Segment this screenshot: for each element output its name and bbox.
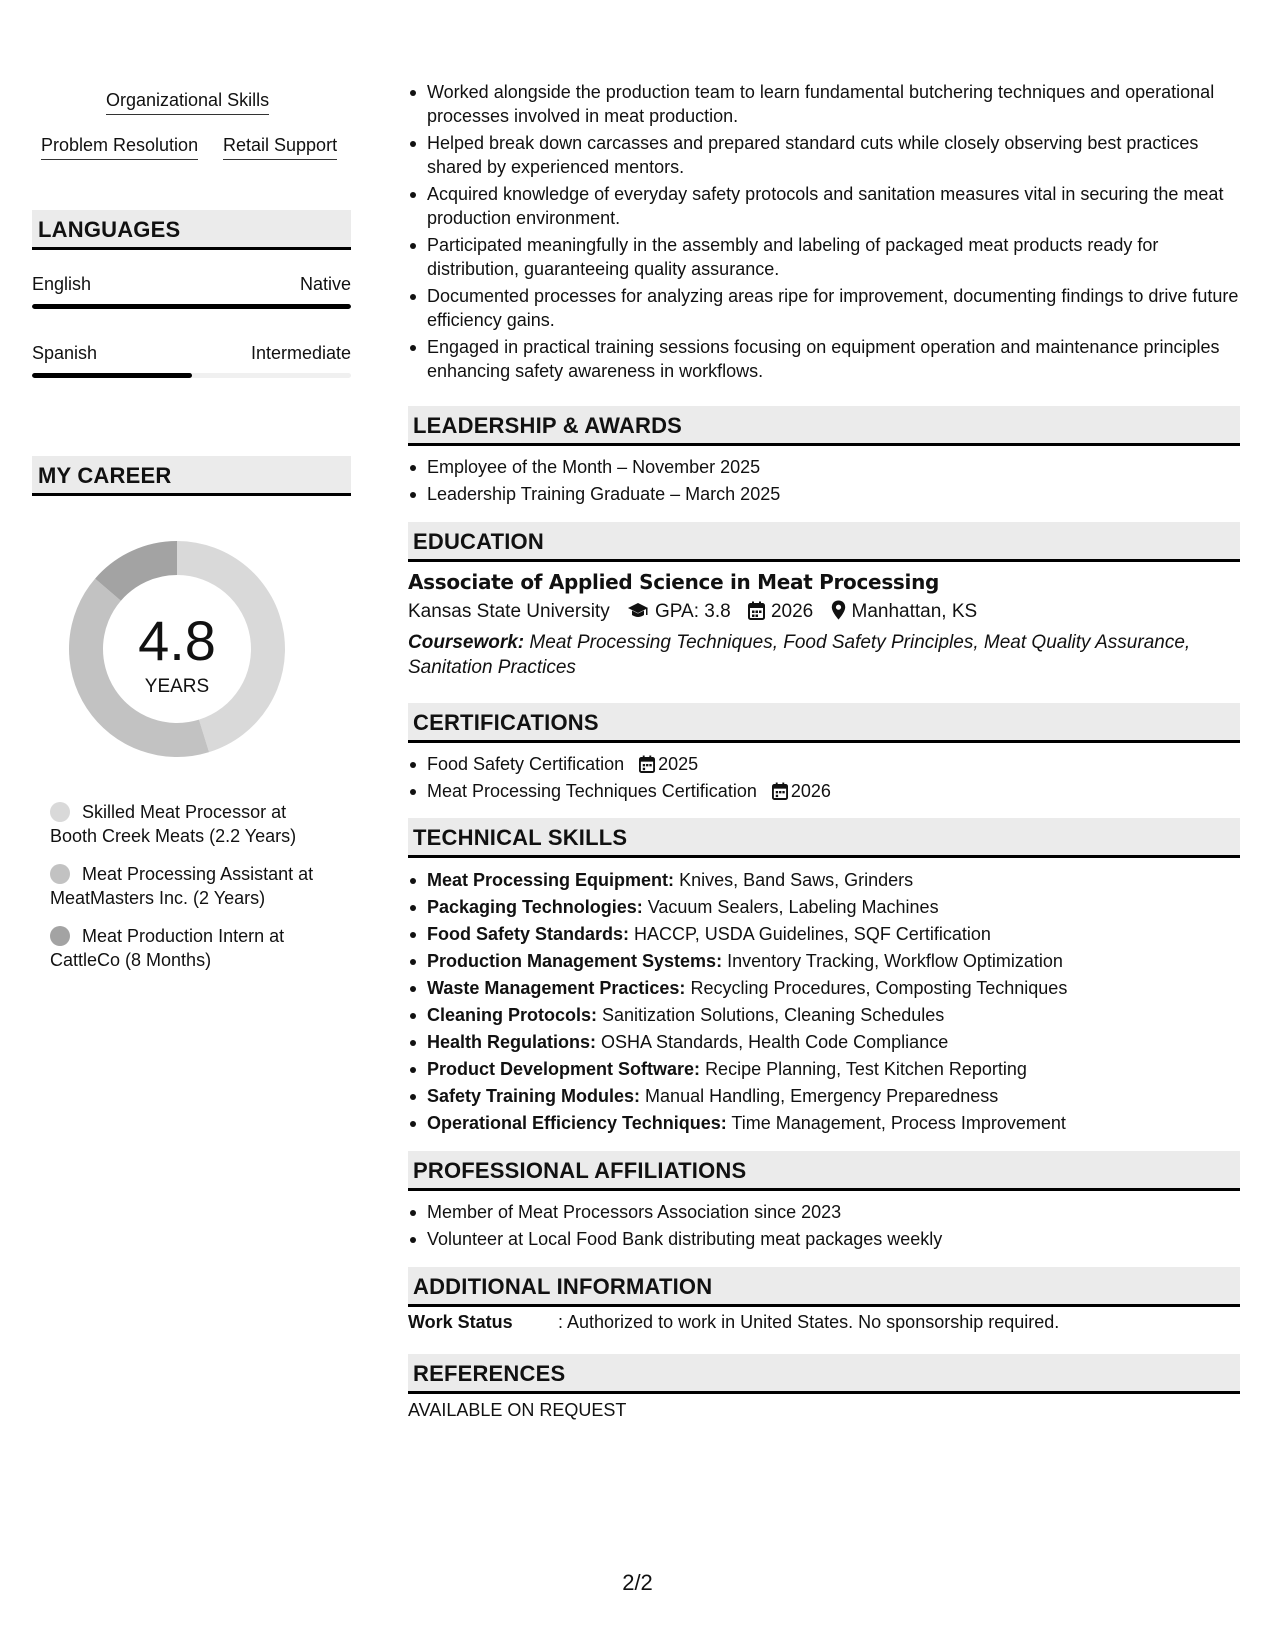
calendar-icon [639,755,655,773]
language-proficiency-bar [32,373,351,378]
coursework-label: Coursework: [408,632,525,653]
career-total: 4.8 [138,609,216,672]
list-item: Health Regulations: OSHA Standards, Health Code Compliance [408,1030,1240,1054]
list-item: Waste Management Practices: Recycling Procedures, Composting Techniques [408,976,1240,1000]
education-heading: EDUCATION [408,522,1240,562]
career-heading: MY CAREER [32,456,351,496]
leadership-list [408,455,1240,509]
certifications-list [408,752,1240,806]
career-legend-item: Skilled Meat Processor at Booth Creek Meats (2.2 Years) [50,802,297,846]
work-status-label: Work Status [408,1312,513,1332]
certification-name: Meat Processing Techniques Certification [427,781,757,801]
calendar-icon [748,601,765,626]
leadership-heading: LEADERSHIP & AWARDS [408,406,1240,446]
degree-title: Associate of Applied Science in Meat Processing [408,570,940,594]
list-item: Volunteer at Local Food Bank distributing meat packages weekly [408,1227,1240,1251]
technical-skills-list [408,868,1240,1138]
list-item [408,779,1240,803]
list-item: Engaged in practical training sessions focusing on equipment operation and maintenance principles enhancing safety awareness in workflows. [408,335,1240,383]
list-item: Safety Training Modules: Manual Handling, Emergency Preparedness [408,1084,1240,1108]
legend-dot [50,864,70,884]
list-item: Product Development Software: Recipe Planning, Test Kitchen Reporting [408,1057,1240,1081]
certification-date: 2025 [639,752,698,776]
list-item: Participated meaningfully in the assembly and labeling of packaged meat products ready for distribution, guaranteeing quality assurance. [408,233,1240,281]
certifications-heading: CERTIFICATIONS [408,703,1240,743]
affiliations-list [408,1200,1240,1254]
language-level: Native [299,274,351,294]
list-item: Acquired knowledge of everyday safety protocols and sanitation measures vital in securing the meat production environment. [408,182,1240,230]
school-name: Kansas State University [408,601,610,622]
skill-tag: Organizational Skills [106,90,269,115]
legend-dot [50,926,70,946]
experience-bullets [408,80,1240,386]
list-item: Food Safety Standards: HACCP, USDA Guidelines, SQF Certification [408,922,1240,946]
list-item: Helped break down carcasses and prepared standard cuts while closely observing best practices shared by experienced mentors. [408,131,1240,179]
career-unit: YEARS [144,676,210,697]
location-pin-icon [831,600,846,626]
list-item: Member of Meat Processors Association since 2023 [408,1200,1240,1224]
work-status-value: : Authorized to work in United States. No sponsorship required. [558,1312,1060,1332]
career-donut-chart [66,538,288,760]
language-name: English [32,274,92,294]
list-item: Operational Efficiency Techniques: Time Management, Process Improvement [408,1111,1240,1135]
graduation-year: 2026 [770,601,814,622]
language-proficiency-bar [32,304,351,309]
references-text: AVAILABLE ON REQUEST [408,1400,627,1420]
list-item [408,752,1240,776]
school-location: Manhattan, KS [851,601,978,622]
certification-date: 2026 [772,779,831,803]
list-item: Meat Processing Equipment: Knives, Band Saws, Grinders [408,868,1240,892]
language-level: Intermediate [250,343,351,363]
career-legend-item: Meat Production Intern at CattleCo (8 Months) [50,926,285,970]
list-item: Leadership Training Graduate – March 2025 [408,482,1240,506]
coursework-list: Meat Processing Techniques, Food Safety Principles, Meat Quality Assurance, Sanitation Practices [408,632,1191,678]
list-item: Production Management Systems: Inventory Tracking, Workflow Optimization [408,949,1240,973]
references-heading: REFERENCES [408,1354,1240,1394]
language-proficiency-fill [32,373,192,378]
calendar-icon [772,782,788,800]
skill-tag: Retail Support [223,135,337,160]
coursework [408,630,1240,680]
education-details [408,600,977,626]
languages-heading: LANGUAGES [32,210,351,250]
language-proficiency-fill [32,304,351,309]
skill-tag: Problem Resolution [41,135,198,160]
affiliations-heading: PROFESSIONAL AFFILIATIONS [408,1151,1240,1191]
list-item: Cleaning Protocols: Sanitization Solutions, Cleaning Schedules [408,1003,1240,1027]
list-item: Documented processes for analyzing areas ripe for improvement, documenting findings to drive future efficiency gains. [408,284,1240,332]
list-item: Worked alongside the production team to learn fundamental butchering techniques and operational processes involved in meat production. [408,80,1240,128]
gpa: GPA: 3.8 [654,601,731,622]
page-number: 2/2 [622,1570,653,1595]
graduation-cap-icon [627,602,649,626]
additional-info-heading: ADDITIONAL INFORMATION [408,1267,1240,1307]
certification-name: Food Safety Certification [427,754,625,774]
list-item: Packaging Technologies: Vacuum Sealers, Labeling Machines [408,895,1240,919]
language-name: Spanish [32,343,98,363]
list-item: Employee of the Month – November 2025 [408,455,1240,479]
technical-skills-heading: TECHNICAL SKILLS [408,818,1240,858]
career-legend-item: Meat Processing Assistant at MeatMasters Inc. (2 Years) [50,864,314,908]
legend-dot [50,802,70,822]
